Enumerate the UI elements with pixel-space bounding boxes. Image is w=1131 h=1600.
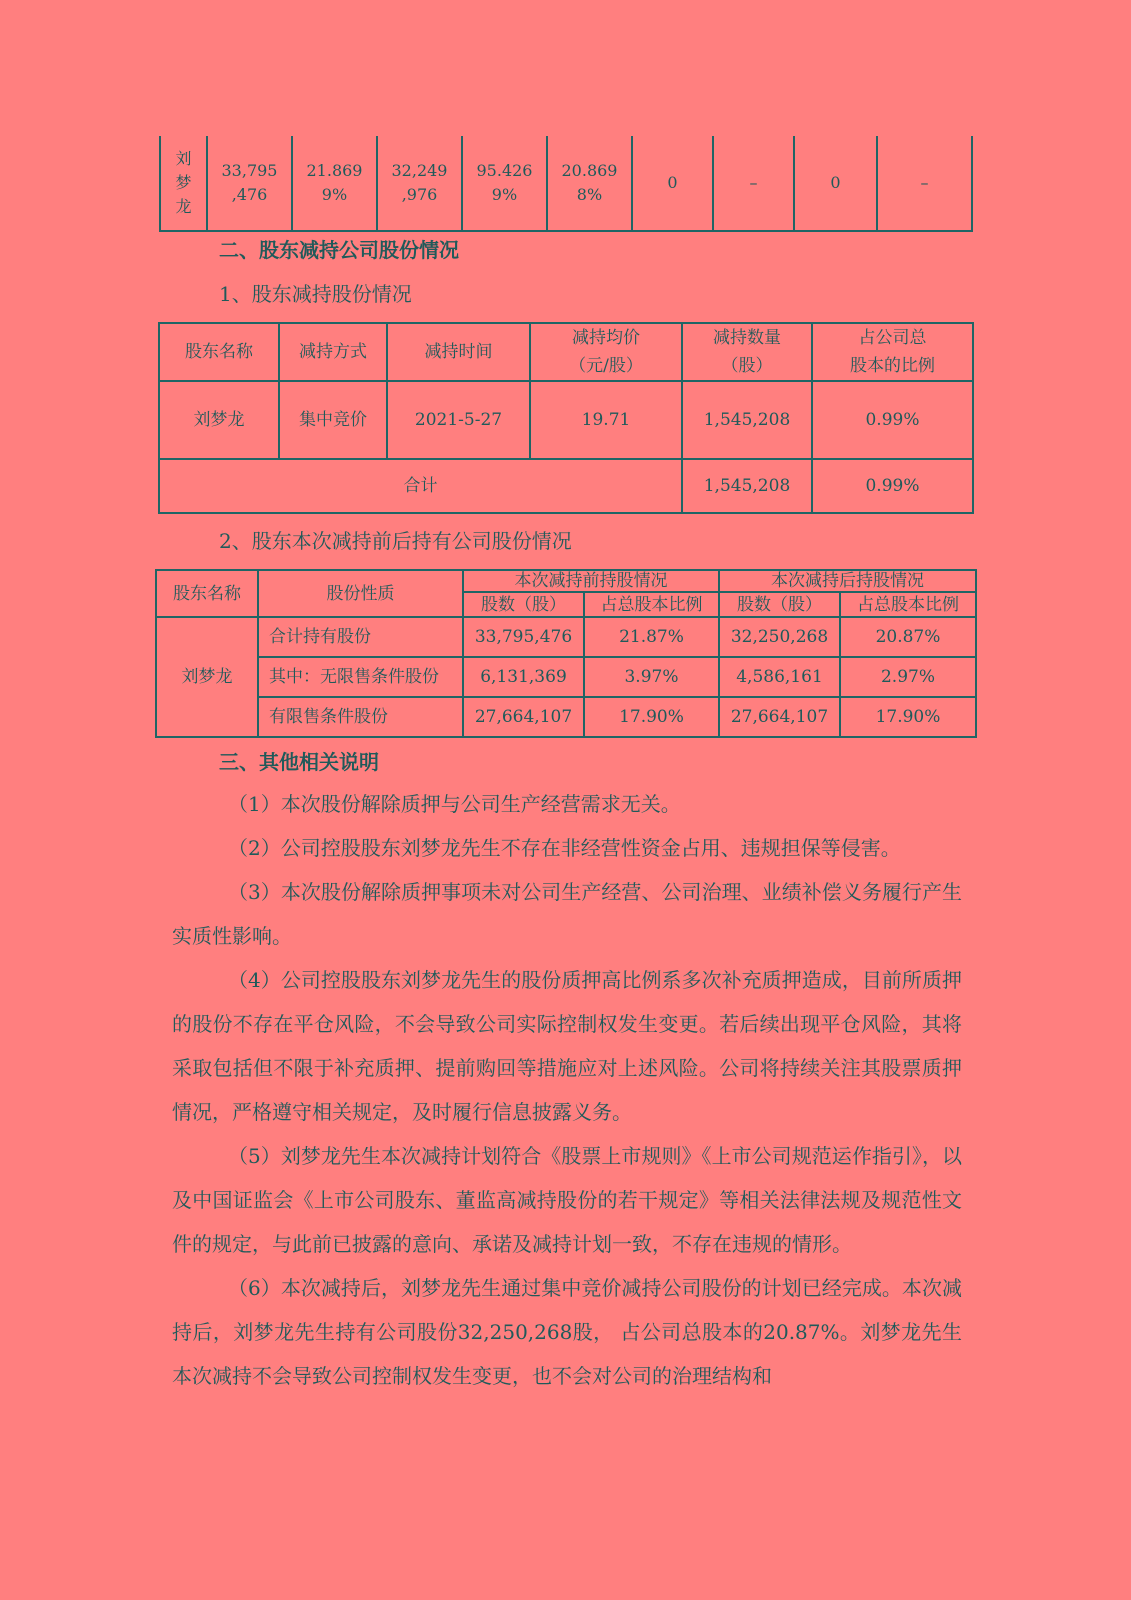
table-header-cell: 占总股本比例: [840, 592, 976, 617]
table-header-cell: 减持数量 （股）: [682, 323, 812, 381]
table-cell: 6,131,369: [463, 657, 584, 697]
table-header-row: [156, 570, 976, 592]
table-row: [156, 617, 976, 657]
table-cell: 1,545,208: [682, 381, 812, 459]
table-cell: 27,664,107: [719, 697, 840, 737]
table-row: [159, 381, 973, 459]
table-cell: 2021-5-27: [387, 381, 530, 459]
table-cell: 19.71: [530, 381, 682, 459]
table-cell: –: [877, 136, 972, 231]
section-2-heading: 二、股东减持公司股份情况: [219, 238, 459, 262]
paragraph: （4）公司控股股东刘梦龙先生的股份质押高比例系多次补充质押造成，目前所质押的股份不存在平仓风险，不会导致公司实际控制权发生变更。若后续出现平仓风险，其将采取包括但不限于补充质押、提前购回等措施应对上述风险。公司将持续关注其股票质押情况，严格遵守相关规定，及时履行信息披露义务。: [172, 968, 962, 1124]
table-header-cell: 减持均价 （元/股）: [530, 323, 682, 381]
table-header-cell: 股数（股）: [719, 592, 840, 617]
table-header-cell: 本次减持后持股情况: [719, 570, 976, 592]
table-cell: 有限售条件股份: [258, 697, 463, 737]
table-total-row: [159, 459, 973, 513]
table-header-cell: 减持时间: [387, 323, 530, 381]
table-header-cell: 占公司总 股本的比例: [812, 323, 973, 381]
table-cell: 20.869 8%: [547, 136, 632, 231]
table-cell: 20.87%: [840, 617, 976, 657]
table-header-cell: 减持方式: [279, 323, 387, 381]
table-cell: 32,249 ,976: [377, 136, 462, 231]
table-cell: 33,795,476: [463, 617, 584, 657]
table-cell: 32,250,268: [719, 617, 840, 657]
table-header-cell: 股东名称: [156, 570, 258, 617]
table-cell: 2.97%: [840, 657, 976, 697]
table-cell: 33,795 ,476: [207, 136, 292, 231]
table-row: [156, 657, 976, 697]
paragraph: （5）刘梦龙先生本次减持计划符合《股票上市规则》《上市公司规范运作指引》，以及中国证监会《上市公司股东、董监高减持股份的若干规定》等相关法律法规及规范性文件的规定，与此前已披露的意向、承诺及减持计划一致，不存在违规的情形。: [172, 1144, 962, 1256]
table-cell: 集中竞价: [279, 381, 387, 459]
holder-name: 刘梦龙: [156, 617, 258, 737]
table-cell: 21.87%: [584, 617, 719, 657]
paragraph: （2）公司控股股东刘梦龙先生不存在非经营性资金占用、违规担保等侵害。: [228, 836, 901, 860]
table-row: [156, 697, 976, 737]
table-cell: 17.90%: [584, 697, 719, 737]
paragraph: （1）本次股份解除质押与公司生产经营需求无关。: [228, 792, 681, 816]
table-cell: 0.99%: [812, 381, 973, 459]
table-cell: 95.426 9%: [462, 136, 547, 231]
paragraph: （3）本次股份解除质押事项未对公司生产经营、公司治理、业绩补偿义务履行产生实质性影响。: [172, 880, 962, 948]
paragraph: （6）本次减持后，刘梦龙先生通过集中竞价减持公司股份的计划已经完成。本次减持后，刘梦龙先生持有公司股份32,250,268股， 占公司总股本的20.87%。刘梦龙先生本次减持不会导致公司控制权发生变更，也不会对公司的治理结构和: [172, 1276, 962, 1388]
table-cell: 其中：无限售条件股份: [258, 657, 463, 697]
table-cell: 合计持有股份: [258, 617, 463, 657]
table-header-cell: 股份性质: [258, 570, 463, 617]
table-cell: 17.90%: [840, 697, 976, 737]
table-cell: 4,586,161: [719, 657, 840, 697]
table-cell: 刘梦龙: [159, 381, 279, 459]
table-cell: 0.99%: [812, 459, 973, 513]
holdings-table: [155, 569, 977, 738]
table-header-cell: 股数（股）: [463, 592, 584, 617]
subsection-1-title: 1、股东减持股份情况: [219, 282, 412, 306]
table-header-row: [159, 323, 973, 381]
table-cell: 3.97%: [584, 657, 719, 697]
subsection-2-title: 2、股东本次减持前后持有公司股份情况: [219, 529, 572, 553]
table-header-cell: 本次减持前持股情况: [463, 570, 719, 592]
section-3-body: [172, 782, 962, 1398]
table-cell: 刘 梦 龙: [160, 136, 207, 231]
reduction-table: [158, 322, 974, 514]
table-row: [160, 136, 972, 231]
total-label: 合计: [159, 459, 682, 513]
table-header-cell: 占总股本比例: [584, 592, 719, 617]
table-cell: –: [713, 136, 794, 231]
pledge-table-continued: [159, 136, 973, 232]
table-cell: 0: [632, 136, 713, 231]
table-cell: 0: [794, 136, 877, 231]
table-header-cell: 股东名称: [159, 323, 279, 381]
table-cell: 1,545,208: [682, 459, 812, 513]
table-cell: 21.869 9%: [292, 136, 377, 231]
table-cell: 27,664,107: [463, 697, 584, 737]
section-3-heading: 三、其他相关说明: [219, 750, 379, 774]
